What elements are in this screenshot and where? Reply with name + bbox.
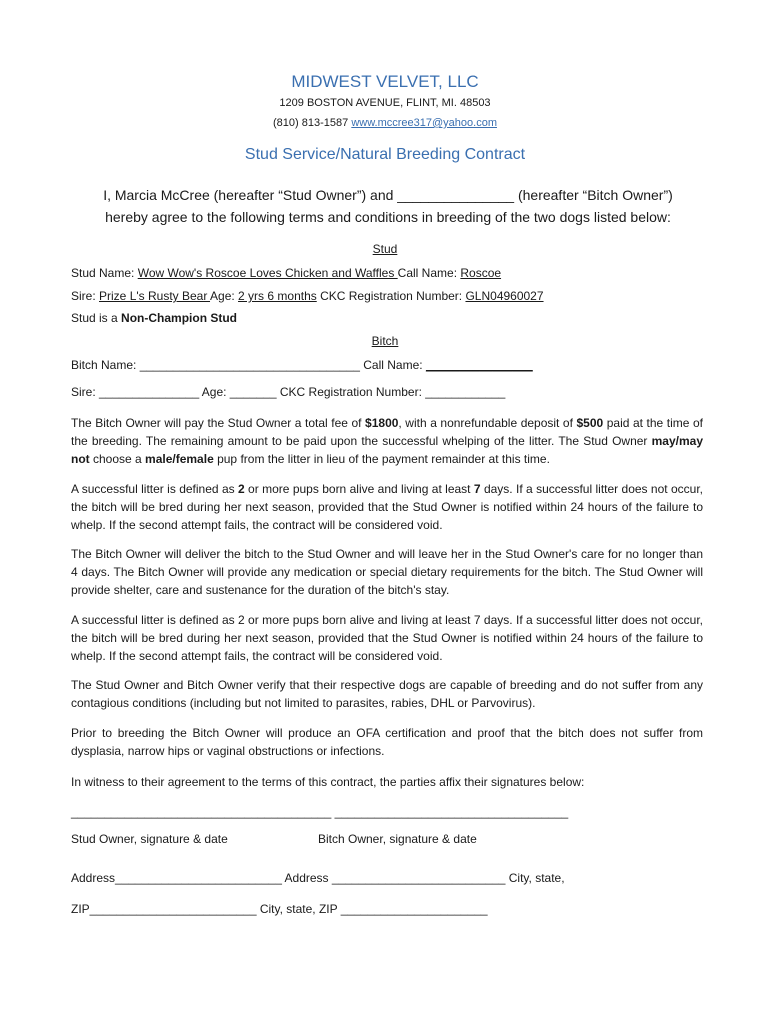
health-paragraph: The Stud Owner and Bitch Owner verify that their respective dogs are capable of breeding and do not suffer from any contagious conditions (including but not limited to parasites, rabies, DHL or Parvovirus). — [71, 678, 703, 710]
company-phone: (810) 813-1587 — [273, 117, 349, 129]
fee-text-4: choose a — [89, 452, 146, 466]
company-name: MIDWEST VELVET, LLC — [291, 72, 479, 91]
fee-paragraph — [71, 414, 703, 468]
stud-sire-line — [71, 289, 544, 303]
witness-paragraph: In witness to their agreement to the terms of this contract, the parties affix their signatures below: — [71, 775, 585, 789]
fee-total: $1800 — [365, 416, 399, 430]
litter-paragraph-1 — [71, 480, 703, 534]
stud-call-label: Call Name: — [397, 266, 461, 280]
stud-status-line — [71, 311, 237, 325]
fee-text-1: The Bitch Owner will pay the Stud Owner a total fee of — [71, 416, 366, 430]
fee-sex-option: male/female — [145, 452, 214, 466]
fee-may-option: may/may not — [71, 434, 703, 466]
litter1-text-2: or more pups born alive and living at least — [244, 482, 474, 496]
litter1-text-3: days. If a successful litter does not occur, the bitch will be bred during her next season, provided that the Stud Owner is notified within 24 hours of the failure to whelp. If the second attempt fails, the contract will be considered void. — [71, 482, 704, 532]
stud-status-prefix: Stud is a — [71, 311, 122, 325]
bitch-name-line — [71, 358, 533, 372]
stud-name-line — [71, 266, 501, 280]
bitch-heading: Bitch — [371, 334, 399, 348]
stud-age-label: Age: — [210, 289, 239, 303]
stud-name-value: Wow Wow's Roscoe Loves Chicken and Waffles — [137, 266, 398, 280]
litter1-days: 7 — [473, 482, 481, 496]
signature-lines[interactable]: _______________________________________ ___________________________________ — [71, 805, 569, 819]
fee-deposit: $500 — [576, 416, 604, 430]
litter1-pups: 2 — [238, 482, 245, 496]
stud-sire-label: Sire: — [71, 289, 100, 303]
intro-line-1: I, Marcia McCree (hereafter “Stud Owner”) and _______________ (hereafter “Bitch Owner”) — [103, 187, 673, 203]
company-address: 1209 BOSTON AVENUE, FLINT, MI. 48503 — [279, 97, 491, 109]
intro-line-2: hereby agree to the following terms and conditions in breeding of the two dogs listed below: — [105, 209, 671, 225]
bitch-call-name-field[interactable]: ________________ — [425, 358, 533, 372]
fee-text-5: pup from the litter in lieu of the payment remainder at this time. — [213, 452, 550, 466]
contract-title: Stud Service/Natural Breeding Contract — [244, 146, 526, 163]
bitch-name-field[interactable]: Bitch Name: _________________________________ Call Name: — [71, 358, 426, 372]
ofa-paragraph: Prior to breeding the Bitch Owner will produce an OFA certification and proof that the bitch does not suffer from dysplasia, narrow hips or vaginal obstructions or infections. — [71, 726, 703, 758]
litter-paragraph-2: A successful litter is defined as 2 or more pups born alive and living at least 7 days. If a successful litter does not occur, the bitch will be bred during her next season, provided that the Stud Owner is notified within 24 hours of the failure to whelp. If the second attempt fails, the contract will be considered void. — [71, 613, 703, 663]
stud-ckc-value: GLN04960027 — [465, 289, 544, 303]
stud-owner-signature-label: Stud Owner, signature & date — [71, 832, 228, 846]
fee-text-2: , with a nonrefundable deposit of — [398, 416, 577, 430]
stud-status-value: Non-Champion Stud — [121, 311, 238, 325]
bitch-owner-signature-label: Bitch Owner, signature & date — [318, 832, 477, 846]
delivery-paragraph: The Bitch Owner will deliver the bitch to the Stud Owner and will leave her in the Stud Owner's care for no longer than 4 days. The Bitch Owner will provide any medication or special dietary requirements for the bitch. The Stud Owner will provide shelter, care and sustenance for the duration of the bitch's stay. — [71, 547, 703, 597]
address-line[interactable]: Address_________________________ Address __________________________ City, state, — [71, 871, 565, 885]
fee-text-3: paid at the time of the breeding. The remaining amount to be paid upon the successful whelping of the litter. The Stud Owner — [71, 416, 703, 448]
company-contact — [0, 117, 770, 129]
bitch-sire-line[interactable]: Sire: _______________ Age: _______ CKC Registration Number: ____________ — [71, 385, 506, 399]
intro-statement — [70, 184, 706, 228]
stud-call-value: Roscoe — [460, 266, 502, 280]
stud-heading: Stud — [372, 242, 398, 256]
company-email-link[interactable]: www.mccree317@yahoo.com — [351, 117, 497, 129]
stud-sire-value: Prize L's Rusty Bear — [99, 289, 211, 303]
stud-name-label: Stud Name: — [71, 266, 138, 280]
litter1-text-1: A successful litter is defined as — [71, 482, 238, 496]
zip-line[interactable]: ZIP_________________________ City, state, ZIP ______________________ — [71, 902, 488, 916]
stud-age-value: 2 yrs 6 months — [238, 289, 317, 303]
stud-ckc-label: CKC Registration Number: — [316, 289, 466, 303]
